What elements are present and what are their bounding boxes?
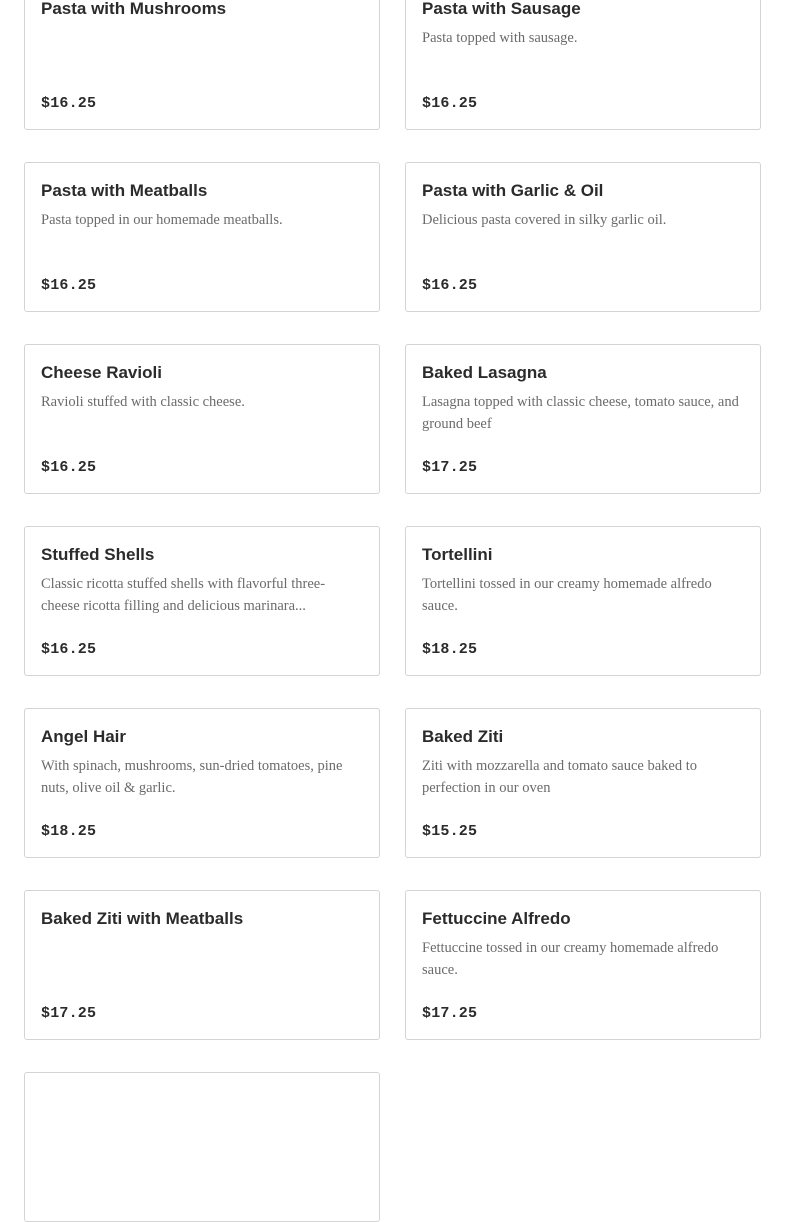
menu-item-name: Cheese Ravioli [41,363,162,382]
menu-item-price: $15.25 [422,823,478,840]
menu-item-card[interactable] [405,890,761,1040]
menu-item-description: Ravioli stuffed with classic cheese. [41,394,245,410]
menu-item-price: $17.25 [422,459,478,476]
menu-item-name: Pasta with Mushrooms [41,0,227,18]
menu-item-card[interactable] [24,0,380,130]
menu-item-name: Angel Hair [41,727,127,746]
menu-item-description: Fettuccine tossed in our creamy homemade alfredo sauce. [422,940,719,978]
menu-item-card[interactable] [24,708,380,858]
menu-item-card[interactable] [405,708,761,858]
menu-item-card[interactable] [405,162,761,312]
menu-item-price: $16.25 [41,95,97,112]
menu-item-price: $18.25 [41,823,97,840]
menu-item-name: Pasta with Meatballs [41,181,208,200]
menu-item-name: Tortellini [422,545,493,564]
menu-item-name: Fettuccine Alfredo [422,909,571,928]
menu-item-card[interactable] [24,526,380,676]
menu-item-description: Pasta topped with sausage. [422,30,578,46]
menu-item-description: Delicious pasta covered in silky garlic oil. [422,212,667,228]
menu-item-description: Pasta topped in our homemade meatballs. [41,212,283,228]
menu-item-price: $17.25 [41,1005,97,1022]
menu-item-name: Baked Lasagna [422,363,547,382]
menu-item-price: $16.25 [41,459,97,476]
menu-item-name: Pasta with Sausage [422,0,581,18]
menu-item-card[interactable] [405,526,761,676]
menu-item-price: $16.25 [422,277,478,294]
menu-item-card[interactable] [405,0,761,130]
menu-item-description: Tortellini tossed in our creamy homemade alfredo sauce. [422,576,712,614]
menu-item-card[interactable] [24,162,380,312]
menu-item-description: With spinach, mushrooms, sun-dried tomatoes, pine nuts, olive oil & garlic. [41,758,343,796]
menu-item-card[interactable] [24,344,380,494]
menu-item-price: $16.25 [422,95,478,112]
menu-item-name: Stuffed Shells [41,545,155,564]
menu-item-price: $18.25 [422,641,478,658]
menu-item-price: $16.25 [41,277,97,294]
menu-item-name: Baked Ziti with Meatballs [41,909,244,928]
menu-item-card[interactable] [24,890,380,1040]
menu-item-card[interactable] [24,1072,380,1222]
menu-item-name: Baked Ziti [422,727,504,746]
menu-item-price: $17.25 [422,1005,478,1022]
menu-item-description: Classic ricotta stuffed shells with flavorful three-cheese ricotta filling and delicious marinara... [41,576,326,614]
menu-item-description: Ziti with mozzarella and tomato sauce baked to perfection in our oven [422,758,697,796]
menu-items-grid [24,0,761,1222]
menu-item-description: Lasagna topped with classic cheese, tomato sauce, and ground beef [422,394,739,432]
menu-item-card[interactable] [405,344,761,494]
menu-item-price: $16.25 [41,641,97,658]
menu-item-name: Pasta with Garlic & Oil [422,181,604,200]
